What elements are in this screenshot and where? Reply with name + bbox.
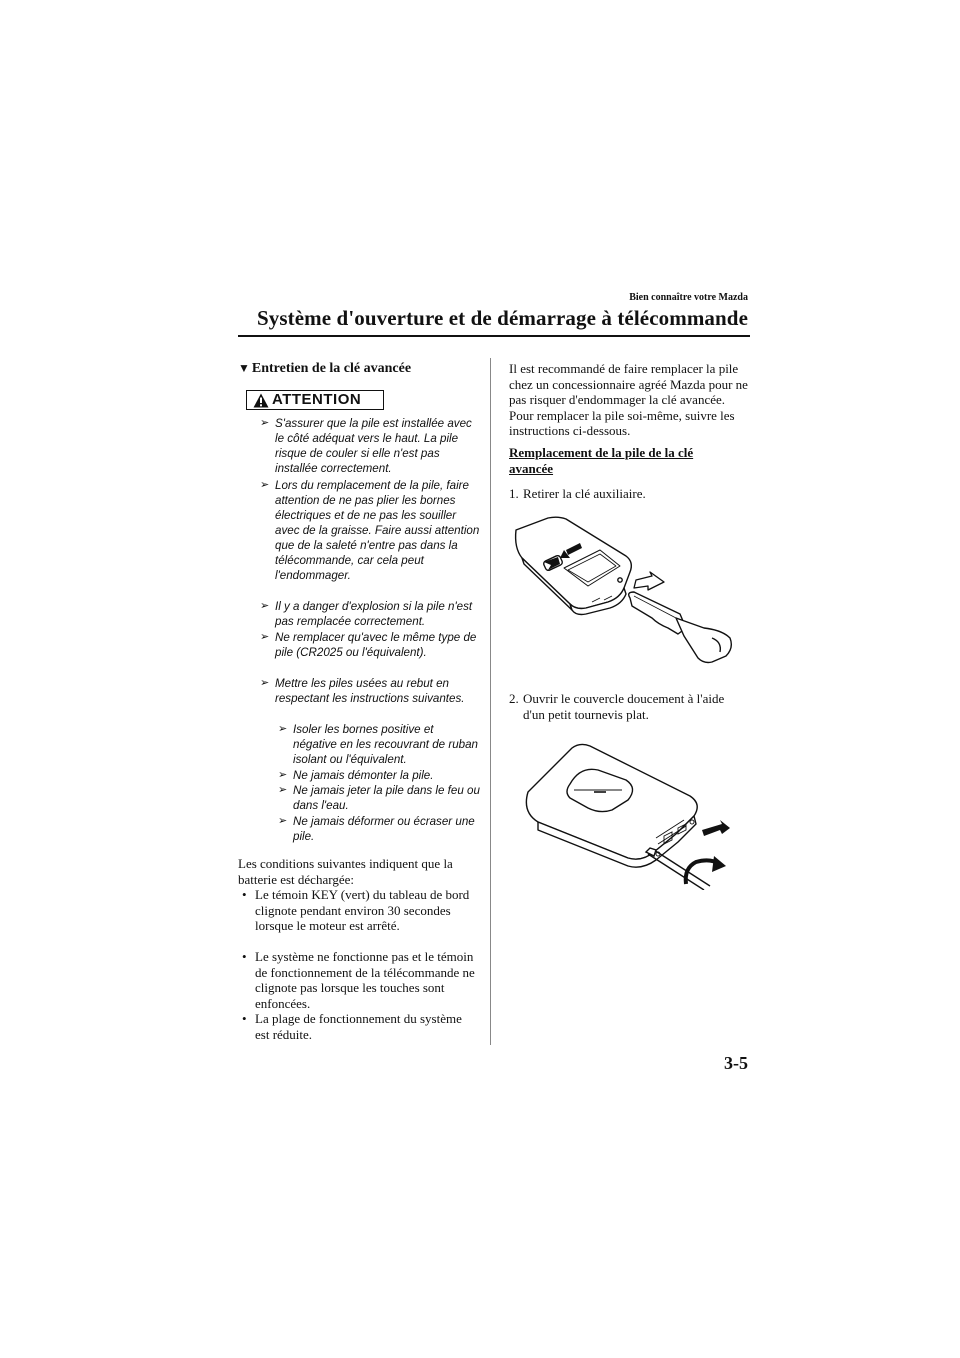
warning-item: ➢ Il y a danger d'explosion si la pile n'est pas remplacée correctement.	[260, 600, 473, 628]
header-section-label: Bien connaître votre Mazda	[629, 292, 748, 303]
column-divider	[490, 358, 491, 1045]
step-item: 2. Ouvrir le couvercle doucement à l'aide d'un petit tournevis plat.	[509, 691, 725, 722]
page-title: Système d'ouverture et de démarrage à télécommande	[257, 306, 748, 330]
bullet-dot-icon: •	[242, 887, 247, 902]
conditions-intro: Les conditions suivantes indiquent que la batterie est déchargée:	[238, 856, 453, 887]
condition-item: • Le témoin KEY (vert) du tableau de bord clignote pendant environ 30 secondes lorsque le moteur est arrêté.	[242, 887, 470, 933]
condition-item: • Le système ne fonctionne pas et le témoin de fonctionnement de la télécommande ne clignote pas lorsque les touches sont enfoncées.	[242, 949, 475, 1011]
arrow-bullet-icon: ➢	[278, 784, 288, 796]
bullet-dot-icon: •	[242, 949, 247, 964]
condition-item: • La plage de fonctionnement du système est réduite.	[242, 1011, 462, 1042]
screwdriver-cover-illustration	[508, 740, 748, 890]
warning-item: ➢ Lors du remplacement de la pile, faire attention de ne pas plier les bornes électriques et de ne pas les souiller avec de la graisse. Faire aussi attention que de la saleté n'entre pas dans la télécommande, car cela peut l'endommager.	[260, 479, 480, 582]
section-heading	[238, 361, 478, 377]
arrow-bullet-icon: ➢	[260, 417, 270, 429]
header-rule	[238, 335, 750, 337]
sub-warning-item: ➢ Ne jamais démonter la pile.	[278, 769, 434, 782]
sub-warning-item: ➢ Ne jamais déformer ou écraser une pile.	[278, 815, 475, 843]
arrow-bullet-icon: ➢	[260, 600, 270, 612]
sub-warning-item: ➢ Isoler les bornes positive et négative en les recouvrant de ruban isolant ou l'équivalent.	[278, 723, 478, 766]
arrow-bullet-icon: ➢	[278, 723, 288, 735]
arrow-bullet-icon: ➢	[260, 677, 270, 689]
sub-warning-item: ➢ Ne jamais jeter la pile dans le feu ou dans l'eau.	[278, 784, 480, 812]
auxiliary-key-removal-illustration	[508, 510, 748, 670]
step-item: 1. Retirer la clé auxiliaire.	[509, 486, 646, 501]
arrow-bullet-icon: ➢	[260, 631, 270, 643]
attention-box	[246, 390, 384, 410]
warning-triangle-icon	[253, 393, 269, 408]
section-heading-text: Entretien de la clé avancée	[251, 361, 412, 376]
warning-item: ➢ Mettre les piles usées au rebut en respectant les instructions suivantes.	[260, 677, 465, 705]
warning-item: ➢ S'assurer que la pile est installée avec le côté adéquat vers le haut. La pile risque de couler si elle n'est pas installée correctement.	[260, 417, 472, 475]
triangle-marker-icon: ▼	[238, 361, 250, 375]
warning-item: ➢ Ne remplacer qu'avec le même type de pile (CR2025 ou l'équivalent).	[260, 631, 477, 659]
sub-heading: Remplacement de la pile de la clé avancée	[509, 445, 694, 476]
arrow-bullet-icon: ➢	[278, 769, 288, 781]
page-number: 3-5	[724, 1053, 748, 1073]
arrow-bullet-icon: ➢	[278, 815, 288, 827]
arrow-bullet-icon: ➢	[260, 479, 270, 491]
intro-paragraph: Il est recommandé de faire remplacer la pile chez un concessionnaire agréé Mazda pour ne pas risquer d'endommager la clé avancée. Pour remplacer la pile soi-même, suivre les instructions ci-dessous.	[509, 361, 748, 438]
bullet-dot-icon: •	[242, 1011, 247, 1026]
attention-label: ATTENTION	[272, 391, 362, 408]
